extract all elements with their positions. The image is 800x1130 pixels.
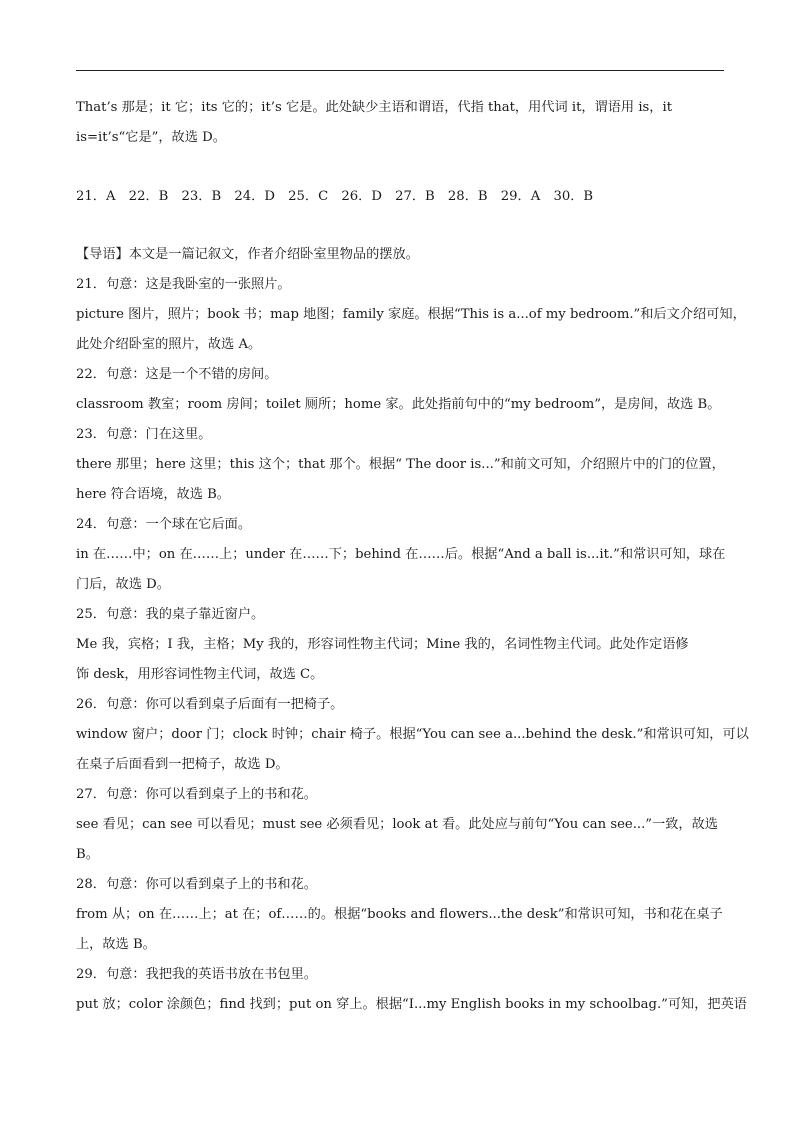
question-meaning: 24．句意：一个球在它后面。 (76, 517, 252, 532)
text-line: Me 我，宾格；I 我，主格；My 我的，形容词性物主代词；Mine 我的，名词性物主代词。此处作定语修 (76, 637, 689, 652)
text-line: 门后，故选 D。 (76, 577, 170, 592)
question-meaning: 21．句意：这是我卧室的一张照片。 (76, 277, 291, 292)
question-meaning: 23．句意：门在这里。 (76, 427, 212, 442)
guide-heading: 【导语】本文是一篇记叙文，作者介绍卧室里物品的摆放。 (76, 247, 419, 262)
text-line: 饰 desk，用形容词性物主代词，故选 C。 (76, 667, 324, 682)
text-line: 此处介绍卧室的照片，故选 A。 (76, 337, 262, 352)
text-line: 在桌子后面看到一把椅子，故选 D。 (76, 757, 289, 772)
text-line: there 那里；here 这里；this 这个；that 那个。根据“ The door is...”和前文可知，介绍照片中的门的位置， (76, 457, 725, 472)
text-line: see 看见；can see 可以看见；must see 必须看见；look at 看。此处应与前句“You can see...”一致，故选 (76, 817, 718, 832)
question-meaning: 27．句意：你可以看到桌子上的书和花。 (76, 787, 317, 802)
text-line: That’s 那是；it 它；its 它的；it’s 它是。此处缺少主语和谓语，代指 that，用代词 it，谓语用 is，it (76, 100, 673, 115)
text-line: here 符合语境，故选 B。 (76, 487, 230, 502)
header-divider (76, 70, 724, 71)
text-line: from 从；on 在……上；at 在；of……的。根据“books and flowers...the desk”和常识可知，书和花在桌子 (76, 907, 723, 922)
text-line: put 放；color 涂颜色；find 找到；put on 穿上。根据“I...my English books in my schoolbag.”可知，把英语 (76, 997, 747, 1012)
question-meaning: 25．句意：我的桌子靠近窗户。 (76, 607, 265, 622)
answer-key-line: 21．A 22．B 23．B 24．D 25．C 26．D 27．B 28．B 29．A 30．B (76, 189, 594, 204)
question-meaning: 28．句意：你可以看到桌子上的书和花。 (76, 877, 317, 892)
text-line: B。 (76, 847, 99, 862)
text-line: 上，故选 B。 (76, 937, 156, 952)
question-meaning: 26．句意：你可以看到桌子后面有一把椅子。 (76, 697, 344, 712)
text-line: window 窗户；door 门；clock 时钟；chair 椅子。根据“You can see a...behind the desk.”和常识可知，可以 (76, 727, 749, 742)
text-line: in 在……中；on 在……上；under 在……下；behind 在……后。根据“And a ball is...it.”和常识可知，球在 (76, 547, 726, 562)
text-line: picture 图片，照片；book 书；map 地图；family 家庭。根据“This is a...of my bedroom.”和后文介绍可知， (76, 307, 746, 322)
question-meaning: 22．句意：这是一个不错的房间。 (76, 367, 278, 382)
text-line: classroom 教室；room 房间；toilet 厕所；home 家。此处指前句中的“my bedroom”，是房间，故选 B。 (76, 397, 721, 412)
text-line: is=it’s“它是”，故选 D。 (76, 130, 226, 145)
question-meaning: 29．句意：我把我的英语书放在书包里。 (76, 967, 317, 982)
